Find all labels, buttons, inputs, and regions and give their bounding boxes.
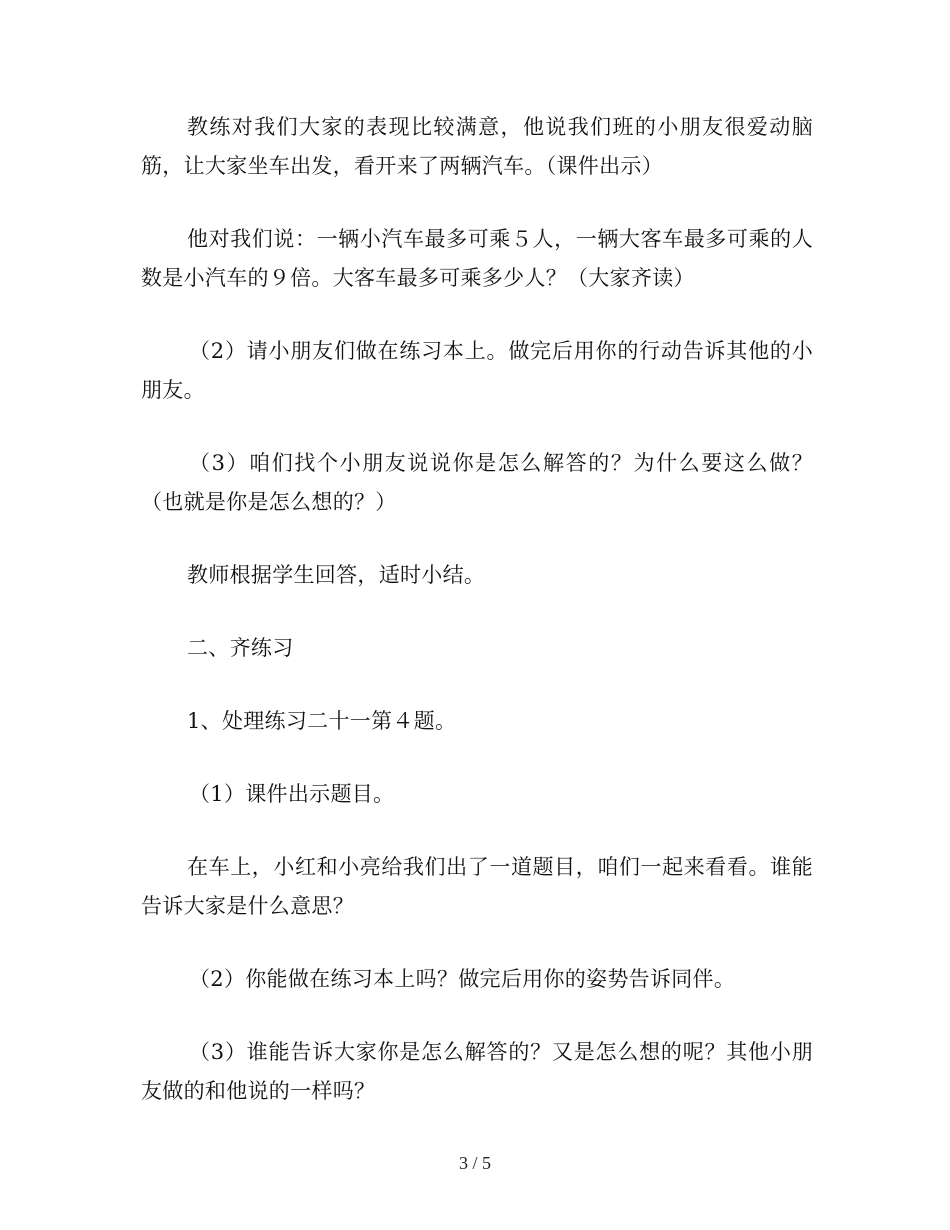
section-heading-practice: 二、齐练习 xyxy=(187,636,294,660)
paragraph-step-3-explain: （3）咱们找个小朋友说说你是怎么解答的？为什么要这么做？（也就是你是怎么想的？） xyxy=(141,451,813,514)
paragraph-step-2-partner: （2）你能做在练习本上吗？做完后用你的姿势告诉同伴。 xyxy=(189,967,736,991)
paragraph-on-the-bus: 在车上，小红和小亮给我们出了一道题目，咱们一起来看看。谁能告诉大家是什么意思？ xyxy=(141,855,813,918)
paragraph-exercise-1: 1、处理练习二十一第４题。 xyxy=(187,709,457,733)
paragraph-coach-satisfied: 教练对我们大家的表现比较满意，他说我们班的小朋友很爱动脑筋，让大家坐车出发，看开来了两辆汽车。（课件出示） xyxy=(141,115,813,178)
page-number: 3 / 5 xyxy=(458,1153,491,1173)
paragraph-car-capacity-problem: 他对我们说：一辆小汽车最多可乘５人，一辆大客车最多可乘的人数是小汽车的９倍。大客车最多可乘多少人？（大家齐读） xyxy=(141,227,813,290)
paragraph-step-3-compare: （3）谁能告诉大家你是怎么解答的？又是怎么想的呢？其他小朋友做的和他说的一样吗？ xyxy=(141,1040,813,1103)
paragraph-step-1-show-question: （1）课件出示题目。 xyxy=(189,782,395,806)
document-body xyxy=(141,108,813,1145)
paragraph-teacher-summary: 教师根据学生回答，适时小结。 xyxy=(187,563,486,587)
paragraph-step-2-workbook: （2）请小朋友们做在练习本上。做完后用你的行动告诉其他的小朋友。 xyxy=(141,339,813,402)
